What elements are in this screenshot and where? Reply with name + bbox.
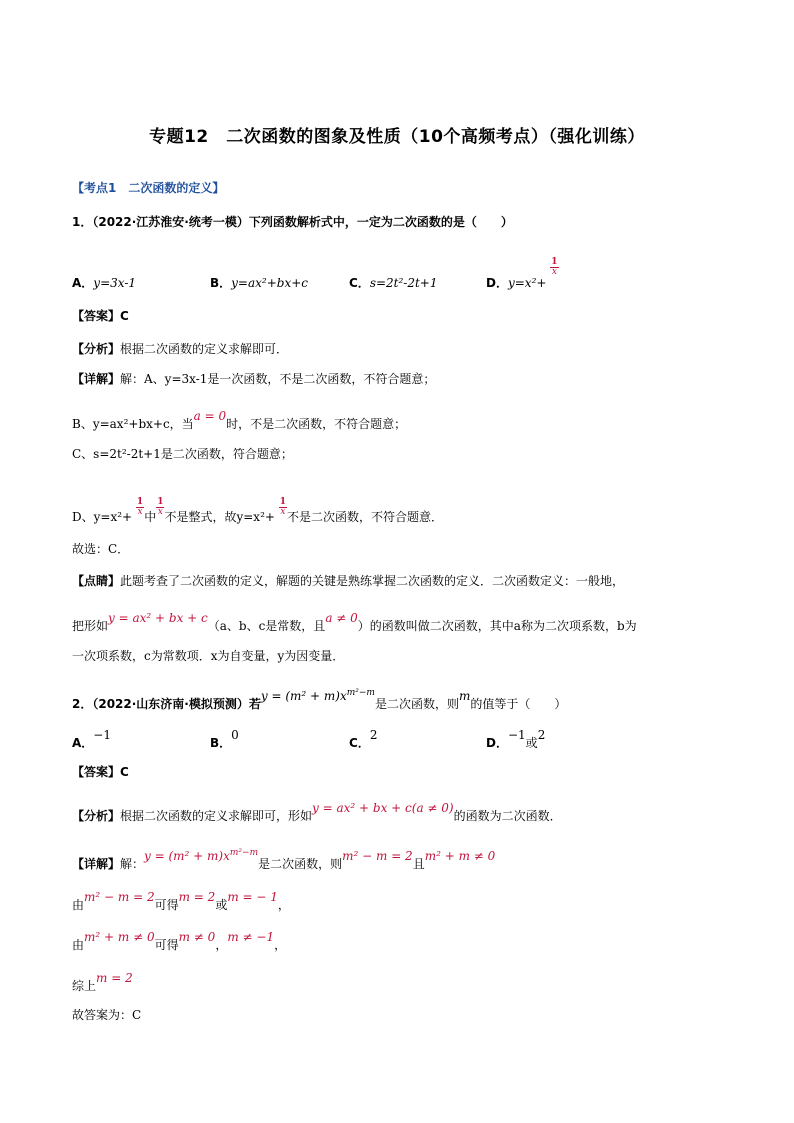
q1-point-2 [72,611,637,634]
q1-detail-a [72,371,435,387]
option-value: y=3x-1 [93,276,137,290]
math-expr: y = (m² + m)x [260,689,347,703]
fraction-denominator: x [280,507,286,517]
option-label: C． [349,276,370,290]
q1-answer [72,308,129,324]
q1-option-c [349,274,438,291]
detail-text: 是二次函数，则 [258,857,343,871]
point-text: 此题考查了二次函数的定义，解题的关键是熟练掌握二次函数的定义．二次函数定义：一般地， [120,574,625,588]
q2-option-c [349,728,378,751]
option-label: D． [486,736,508,750]
detail-text: 可得 [154,938,179,952]
math-inline: a = 0 [193,409,227,423]
math-inline: m ≠ −1 [227,930,275,944]
detail-text: 不是二次函数，不符合题意． [287,510,444,524]
q2-stem-text: 是二次函数，则 [374,697,459,711]
detail-text: 综上 [72,979,97,993]
option-value: 2 [369,728,378,742]
fraction-denominator: x [137,507,143,517]
fraction-denominator: x [551,267,557,277]
q1-detail-c [72,446,293,462]
math-inline: m = − 1 [227,890,278,904]
detail-text: 不是整式，故y=x²+ [164,510,275,524]
math-exponent: m²−m [346,688,375,698]
fraction [136,498,144,517]
option-label: A． [72,276,94,290]
q2-detail-4 [72,971,133,994]
math-inline: y = ax² + bx + c [108,611,208,625]
q1-detail-d [72,497,444,527]
math-expr: y = (m² + m)x [144,849,230,863]
q2-option-b [210,728,239,751]
option-value: 或 [525,736,538,750]
detail-tag: 【详解】 [72,372,121,386]
q1-option-a [72,274,136,291]
math-inline [261,689,375,703]
point-tag: 【点睛】 [72,574,121,588]
point-text: 把形如 [72,619,109,633]
detail-text: 时，不是二次函数，不符合题意； [226,417,407,431]
math-inline: m² − m = 2 [342,849,413,863]
point-text: 一次项系数，c为常数项．x为自变量，y为因变量． [72,649,345,663]
math-inline: m [458,689,471,703]
q2-detail-2 [72,890,290,913]
analysis-tag: 【分析】 [72,342,121,356]
fraction [550,258,558,277]
answer-tag: 【答案】 [72,309,121,323]
fraction-numerator: 1 [157,497,164,507]
answer-value: C [120,765,129,779]
fraction-numerator: 1 [551,257,558,267]
analysis-text: 根据二次函数的定义求解即可． [120,342,289,356]
option-label: B． [210,736,232,750]
q1-point-1 [72,573,624,589]
analysis-tag: 【分析】 [72,809,121,823]
fraction-denominator: x [157,507,163,517]
q1-point-3 [72,648,344,664]
option-value: 2 [537,728,546,742]
point-text: ）的函数叫做二次函数，其中a称为二次项系数，b为 [357,619,637,633]
option-label: D． [486,276,508,290]
detail-text: ， [274,938,287,952]
math-inline: y = ax² + bx + c(a ≠ 0) [312,801,454,815]
detail-text: B、y=ax²+bx+c，当 [72,417,194,431]
q1-option-d [486,257,559,293]
math-inline: m² + m ≠ 0 [84,930,155,944]
option-label: B． [210,276,232,290]
point-text: （a、b、c是常数，且 [207,619,326,633]
option-value: −1 [507,728,526,742]
q2-detail-3 [72,930,287,953]
math-inline: m = 2 [96,971,133,985]
q2-analysis [72,801,562,824]
option-value: 0 [231,728,239,742]
math-inline [144,849,258,863]
fraction-numerator: 1 [279,497,287,507]
math-inline: a ≠ 0 [325,611,358,625]
final-answer-text: 故答案为：C [72,1008,142,1022]
q2-stem-text: 2．（2022·山东济南·模拟预测）若 [72,697,261,711]
q1-stem-text: 1．（2022·江苏淮安·统考一模）下列函数解析式中，一定为二次函数的是（ ） [72,215,513,229]
option-value: y=ax²+bx+c [231,276,309,290]
answer-tag: 【答案】 [72,765,121,779]
math-exponent: m²−m [229,848,259,858]
option-label: A． [72,736,94,750]
detail-text: 可得 [154,898,179,912]
answer-value: C [120,309,129,323]
detail-text: 解： [120,857,145,871]
detail-text: 解：A、y=3x-1是一次函数，不是二次函数，不符合题意； [120,372,436,386]
fraction-numerator: 1 [136,497,144,507]
detail-text: C、s=2t²-2t+1是二次函数，符合题意； [72,447,293,461]
q2-option-d [486,728,546,751]
analysis-text: 根据二次函数的定义求解即可，形如 [120,809,313,823]
option-label: C． [349,736,370,750]
detail-text: ， [215,938,228,952]
detail-text: ， [277,898,290,912]
q2-final [72,1007,141,1023]
math-inline: m² + m ≠ 0 [424,849,496,863]
section-heading: 【考点1 二次函数的定义】 [72,181,225,195]
detail-text: 中 [144,510,157,524]
q2-stem [72,688,567,712]
page-title: 专题12 二次函数的图象及性质（10个高频考点）（强化训练） [149,127,645,147]
detail-text: 且 [412,857,425,871]
math-inline: m = 2 [178,890,216,904]
q1-stem [72,214,513,230]
math-inline: m ≠ 0 [178,930,216,944]
q1-option-b [210,274,308,291]
math-inline: m² − m = 2 [84,890,155,904]
fraction [279,498,287,517]
detail-text: 或 [215,898,228,912]
q2-detail-1 [72,848,496,872]
q1-analysis [72,341,288,357]
q2-answer [72,764,129,780]
analysis-text: 的函数为二次函数． [453,809,562,823]
option-value: −1 [93,728,111,742]
detail-text: 由 [72,898,85,912]
q2-stem-text: 的值等于（ ） [470,697,567,711]
q2-option-a [72,728,111,751]
option-value: y=x²+ [507,276,547,290]
q1-choose [72,541,129,557]
detail-text: D、y=x²+ [72,510,133,524]
detail-tag: 【详解】 [72,857,121,871]
option-value: s=2t²-2t+1 [369,276,438,290]
fraction [156,498,164,517]
detail-text: 由 [72,938,85,952]
choose-text: 故选：C． [72,542,130,556]
q1-detail-b [72,409,407,432]
